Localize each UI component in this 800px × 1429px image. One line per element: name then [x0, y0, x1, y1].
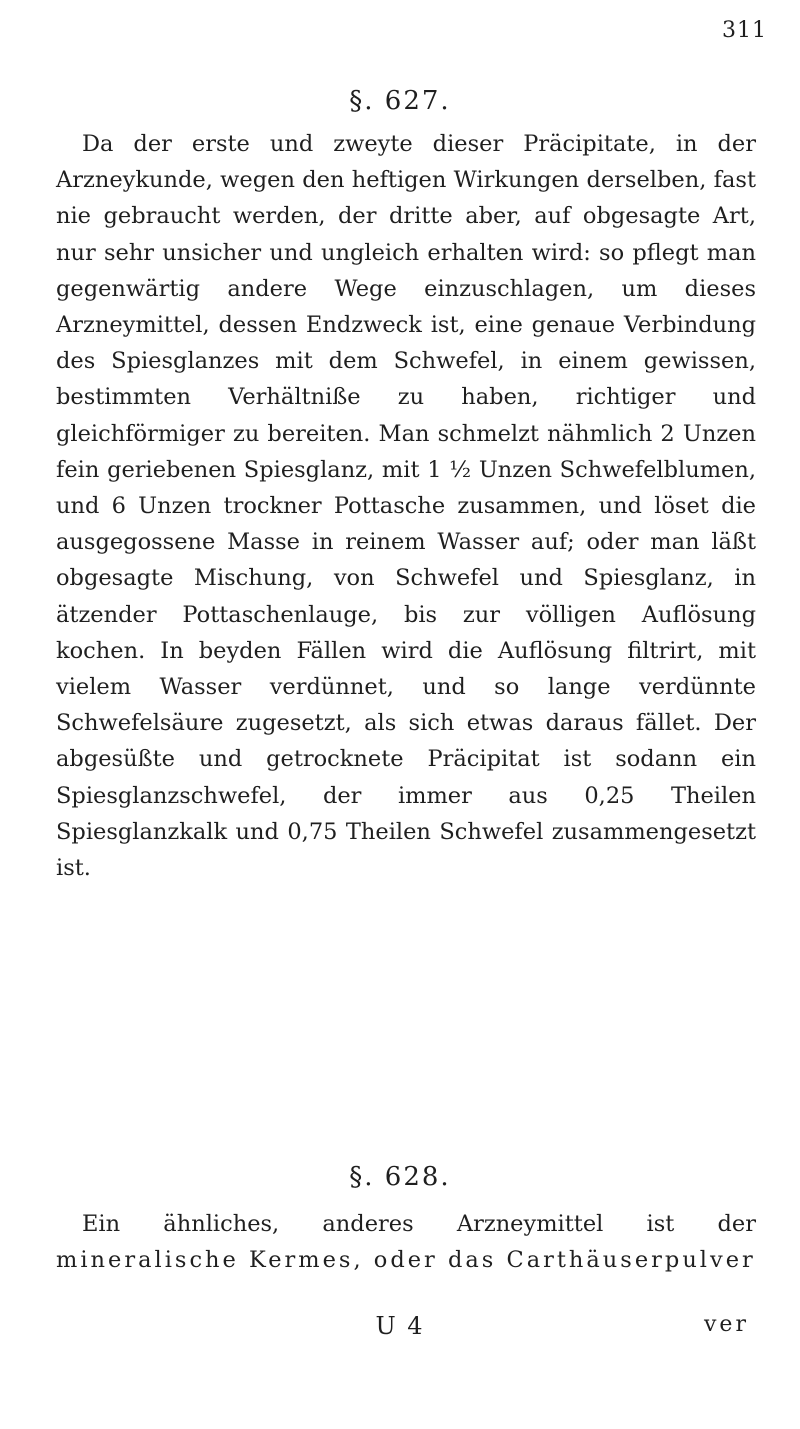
section-heading-627: §. 627. — [349, 86, 451, 116]
section-628-text: Ein ähnliches, anderes Arzneymittel ist der — [82, 1211, 756, 1237]
section-628-spaced-term: mineralische Kermes, oder das Carthäuserpulver — [56, 1247, 756, 1274]
page-number: 311 — [722, 18, 767, 43]
section-628-paragraph — [56, 1206, 756, 1278]
section-heading-628: §. 628. — [349, 1162, 451, 1192]
section-627-paragraph: Da der erste und zweyte dieser Präcipitate, in der Arzneykunde, wegen den heftigen Wirkungen derselben, fast nie gebraucht werden, der dritte aber, auf obgesagte Art, nur sehr unsicher und ungleich erhalten wird: so pflegt man gegenwärtig andere Wege einzuschlagen, um dieses Arzneymittel, dessen Endzweck ist, eine genaue Verbindung des Spiesglanzes mit dem Schwefel, in einem gewissen, bestimmten Verhältniße zu haben, richtiger und gleichförmiger zu bereiten. Man schmelzt nähmlich 2 Unzen fein geriebenen Spiesglanz, mit 1 ½ Unzen Schwefelblumen, und 6 Unzen trockner Pottasche zusammen, und löset die ausgegossene Masse in reinem Wasser auf; oder man läßt obgesagte Mischung, von Schwefel und Spiesglanz, in ätzender Pottaschenlauge, bis zur völligen Auflösung kochen. In beyden Fällen wird die Auflösung filtrirt, mit vielem Wasser verdünnet, und so lange verdünnte Schwefelsäure zugesetzt, als sich etwas daraus fället. Der abgesüßte und getrocknete Präcipitat ist sodann ein Spiesglanzschwefel, der immer aus 0,25 Theilen Spiesglanzkalk und 0,75 Theilen Schwefel zusammengesetzt ist. — [56, 131, 756, 882]
catchword: ver — [704, 1312, 749, 1337]
signature-mark: U 4 — [375, 1312, 425, 1340]
